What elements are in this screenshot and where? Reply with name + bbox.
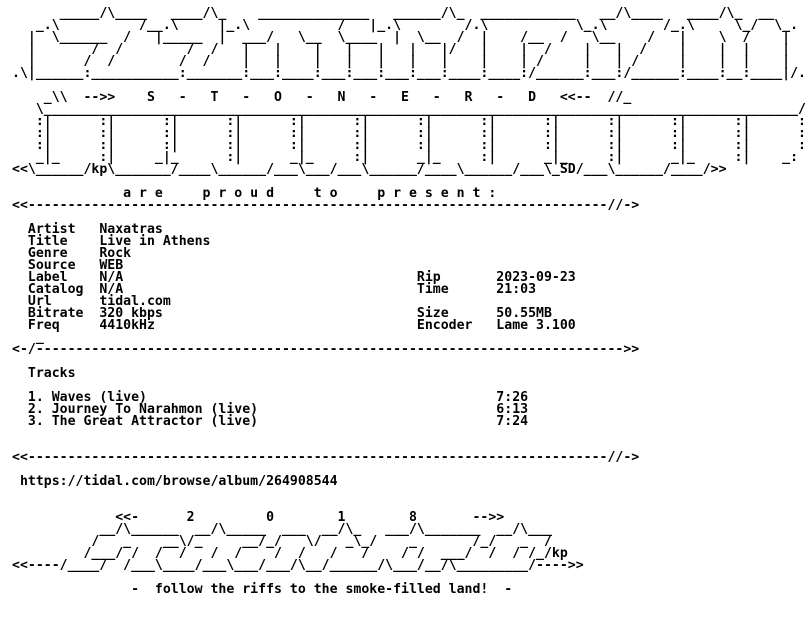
nfo-line: _|_ :| _|_ :| _|_ :| _|_ :| _|_ :| _|_ :| _: — [12, 150, 799, 165]
nfo-line: <<-------------------------------------------------------------------------//-> — [12, 198, 640, 213]
nfo-line: __/\______ __/\_____ ___ __/\_ ___/\_______ __/\___ — [12, 522, 552, 537]
nfo-line: Source WEB — [12, 258, 124, 273]
nfo-line: /___/ / / / / / / / / / / / ___/ / / /_/kp — [12, 546, 568, 561]
nfo-line: | / / / / | | | | | | |/ | | / | | / | | | | — [12, 42, 791, 57]
nfo-line: | / / / / | | | | | | | | | / | | / | | | | — [12, 54, 791, 69]
nfo-line: <<-------------------------------------------------------------------------//-> — [12, 450, 640, 465]
nfo-line: 2. Journey To Narahmon (live) 6:13 — [12, 402, 529, 417]
nfo-line: Catalog N/A Time 21:03 — [12, 282, 537, 297]
nfo-line: :| :| :| :| :| :| :| :| :| :| :| :| : — [12, 114, 806, 129]
nfo-line: Tracks — [12, 366, 76, 381]
nfo-line — [12, 356, 806, 368]
nfo-line: 3. The Great Attractor (live) 7:24 — [12, 414, 529, 429]
nfo-line: Bitrate 320 kbps Size 50.55MB — [12, 306, 552, 321]
nfo-line: :| :| :| :| :| :| :| :| :| :| :| :| : — [12, 126, 806, 141]
nfo-line: | \______ / |_____ | ___/ \__ \____ | \__ / | /__ / \__ / | \ / | — [12, 30, 791, 45]
nfo-line: _ — [12, 330, 44, 345]
nfo-line: <<\______/kp\_______/____\______/___\___/___\______/____\______/___\_SD/___\______/____/>> — [12, 162, 727, 177]
nfo-line: <-/-------------------------------------------------------------------------->> — [12, 342, 640, 357]
nfo-line: Label N/A Rip 2023-09-23 — [12, 270, 576, 285]
nfo-line: _\\ -->> S - T - O - N - E - R - D <<-- //_ — [12, 90, 632, 105]
nfo-line: _.\ /__.\ |_.\ / |_.\ /.\ \_.\ /_.\ \_/ \_. — [12, 18, 799, 33]
nfo-line: _____/\____ ____/\_ ______________ ______/\_ ____________ __/\____ ____/\_ __ — [12, 6, 775, 21]
nfo-line: a r e p r o u d t o p r e s e n t : — [12, 186, 497, 201]
nfo-line: / _ __\/_ __/_/ \/ _\_/ _ /_/ _ / — [12, 534, 552, 549]
nfo-line: Freq 4410kHz Encoder Lame 3.100 — [12, 318, 576, 333]
nfo-line: .\|______:___________:_______:___:____:___:___:___:___:____:____:/______:___:/______:____:__:____|/. — [12, 66, 806, 81]
nfo-line: Url tidal.com — [12, 294, 171, 309]
nfo-line: Title Live in Athens — [12, 234, 211, 249]
nfo-line: Artist Naxatras — [12, 222, 163, 237]
nfo-line: :| :| :| :| :| :| :| :| :| :| :| :| : — [12, 138, 806, 153]
nfo-line: 1. Waves (live) 7:26 — [12, 390, 529, 405]
nfo-line: Genre Rock — [12, 246, 132, 261]
nfo-line: https://tidal.com/browse/album/264908544 — [12, 474, 338, 489]
nfo-line: <<- 2 0 1 8 -->> — [12, 510, 505, 525]
nfo-line: \_______________________________________________________________________________________________/ — [12, 102, 806, 117]
nfo-line: - follow the riffs to the smoke-filled land! - — [12, 582, 513, 597]
nfo-text — [12, 8, 806, 596]
nfo-line: <<----/____/ /___\____/___\___/___/\__/______/\___/__/\_________/---->> — [12, 558, 584, 573]
